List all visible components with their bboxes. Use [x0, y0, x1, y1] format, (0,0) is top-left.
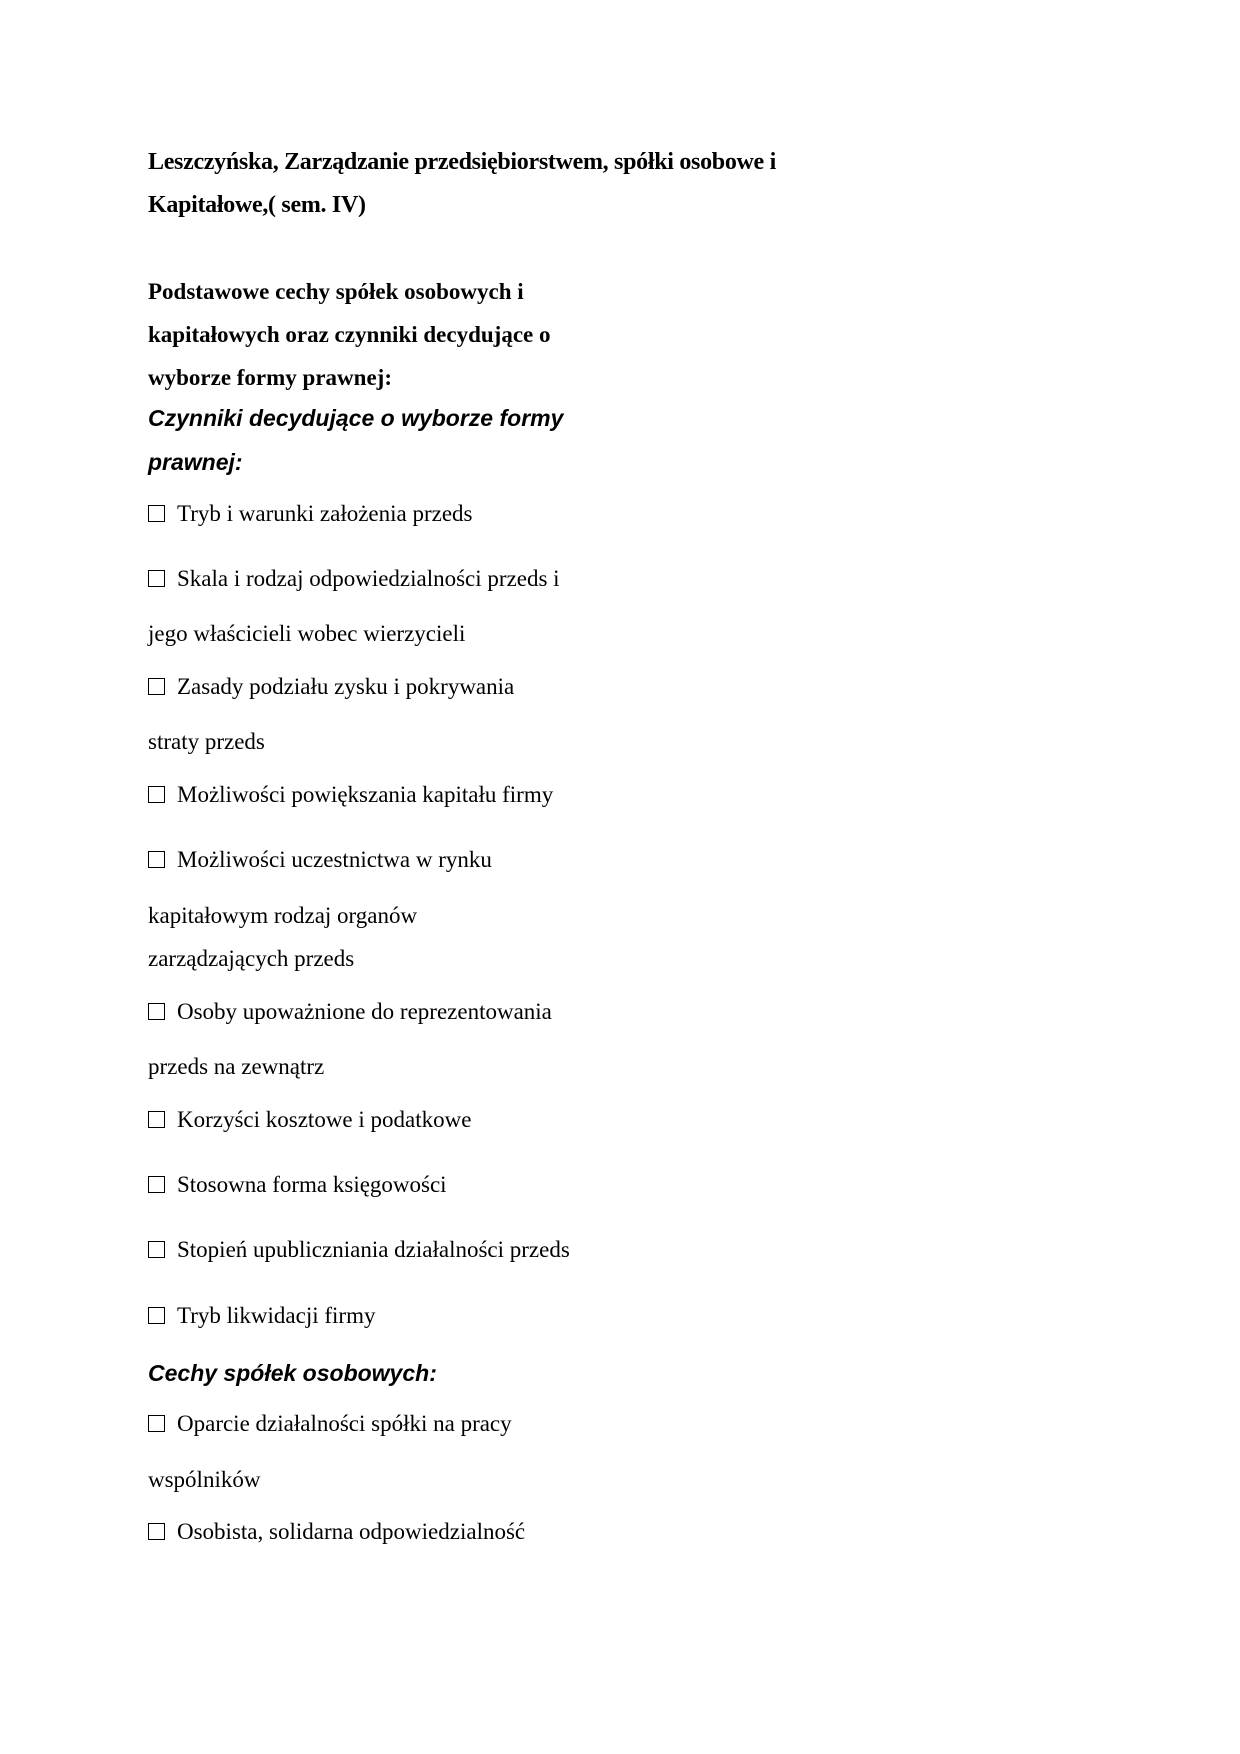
checkbox-bullet-icon — [148, 570, 165, 587]
factor-item — [148, 1238, 570, 1261]
factor-item-continuation: kapitałowym rodzaj organów — [148, 903, 418, 928]
checkbox-bullet-icon — [148, 1241, 165, 1258]
factor-item-text: Zasady podziału zysku i pokrywania — [177, 674, 515, 699]
partnership-feature-text: Oparcie działalności spółki na pracy — [177, 1411, 512, 1436]
factor-item — [148, 783, 553, 806]
factors-heading-line-2: prawnej: — [148, 449, 243, 475]
section-heading-line-1: Podstawowe cechy spółek osobowych i — [148, 279, 524, 304]
factor-item — [148, 502, 473, 525]
factor-item-continuation: zarządzających przeds — [148, 946, 355, 971]
checkbox-bullet-icon — [148, 1111, 165, 1128]
factor-item-text: Osoby upoważnione do reprezentowania — [177, 999, 552, 1024]
checkbox-bullet-icon — [148, 505, 165, 522]
document-title-line-1: Leszczyńska, Zarządzanie przedsiębiorstwem, spółki osobowe i — [148, 149, 776, 175]
factor-item-text: Tryb likwidacji firmy — [177, 1303, 376, 1328]
factor-item — [148, 567, 560, 590]
factor-item-continuation: przeds na zewnątrz — [148, 1054, 325, 1079]
checkbox-bullet-icon — [148, 1307, 165, 1324]
factors-heading-line-1: Czynniki decydujące o wyborze formy — [148, 405, 564, 431]
factor-item — [148, 848, 492, 871]
factor-item-text: Tryb i warunki założenia przeds — [177, 501, 473, 526]
checkbox-bullet-icon — [148, 1415, 165, 1432]
factor-item — [148, 675, 514, 698]
factor-item-continuation: jego właścicieli wobec wierzycieli — [148, 621, 466, 646]
factor-item-text: Skala i rodzaj odpowiedzialności przeds i — [177, 566, 560, 591]
partnership-feature-item — [148, 1412, 512, 1435]
section-heading-line-2: kapitałowych oraz czynniki decydujące o — [148, 322, 551, 347]
factor-item — [148, 1108, 471, 1131]
partnership-features-heading: Cechy spółek osobowych: — [148, 1360, 437, 1386]
partnership-feature-continuation: wspólników — [148, 1467, 261, 1492]
partnership-feature-text: Osobista, solidarna odpowiedzialność — [177, 1519, 526, 1544]
checkbox-bullet-icon — [148, 1523, 165, 1540]
checkbox-bullet-icon — [148, 1003, 165, 1020]
factor-item-text: Możliwości uczestnictwa w rynku — [177, 847, 492, 872]
checkbox-bullet-icon — [148, 1176, 165, 1193]
factor-item-text: Korzyści kosztowe i podatkowe — [177, 1107, 472, 1132]
factor-item-text: Możliwości powiększania kapitału firmy — [177, 782, 554, 807]
section-heading-line-3: wyborze formy prawnej: — [148, 365, 392, 390]
document-title-line-2: Kapitałowe,( sem. IV) — [148, 192, 366, 218]
factor-item — [148, 1000, 552, 1023]
factor-item-continuation: straty przeds — [148, 729, 265, 754]
factor-item-text: Stosowna forma księgowości — [177, 1172, 447, 1197]
factor-item — [148, 1173, 447, 1196]
checkbox-bullet-icon — [148, 851, 165, 868]
partnership-feature-item — [148, 1520, 525, 1543]
checkbox-bullet-icon — [148, 678, 165, 695]
factor-item — [148, 1304, 375, 1327]
factor-item-text: Stopień upubliczniania działalności przeds — [177, 1237, 570, 1262]
checkbox-bullet-icon — [148, 786, 165, 803]
